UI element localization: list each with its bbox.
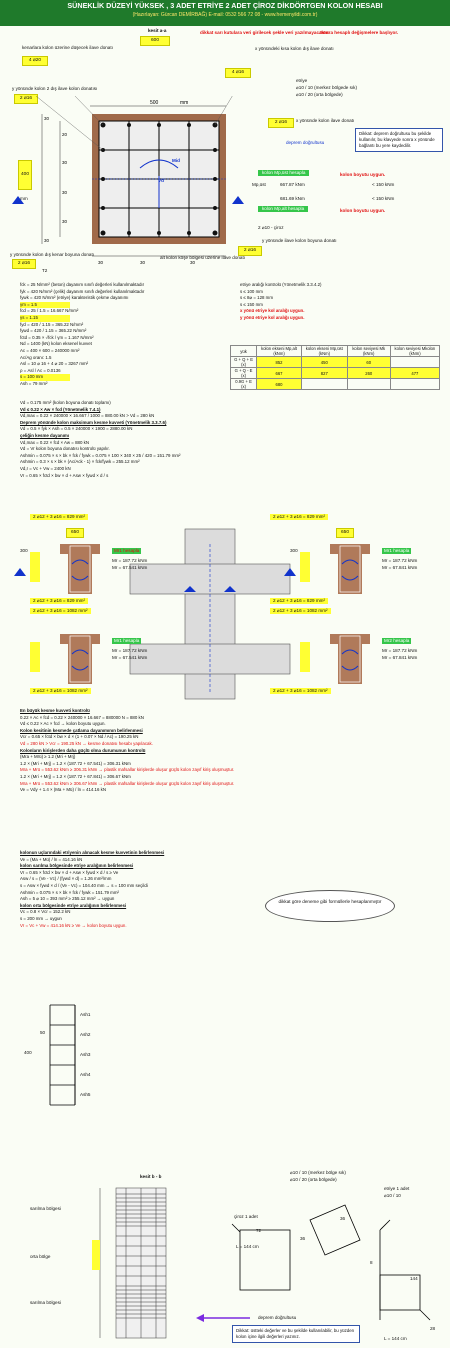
calc-line: kolonun uçlarındaki etriyenin alınacak kesme kuvvetinin belirlenmesi: [20, 850, 165, 855]
calc-line: Ve = Vdy + 1.4 × (Ma + Mü) / ln = 414.16 kN: [20, 787, 107, 793]
calc-line: Vr = Vc + Vw = 414.16 kN ≥ Ve → kolon boyutu uygun.: [20, 922, 127, 928]
calc-line: Ashmin = 0.075 × s × bk × fck / fywk = 0.075 × 100 × 340 × 25 / 420 = 151.79 mm²: [20, 452, 181, 458]
mp-value: 667.87 kNm: [280, 182, 305, 187]
mp-value-2: < 150 kNm: [372, 182, 395, 187]
param-line: Ac/Ag oranı: 1.5: [20, 354, 52, 360]
svg-text:mm: mm: [180, 100, 189, 106]
calc-line: çeliğin kesme dayanımı: [20, 432, 70, 438]
sec1-h-dim: 300: [20, 548, 28, 553]
bottom-note-box: Dikkat: üstteki değerler ve bu şekilde kullanılabilir, bu yüzden kolon içine ilgili değerleri yazınız.: [232, 1325, 360, 1343]
section-2-label[interactable]: 2 ⌀12 + 3 ⌀16 = 829 mm²: [270, 514, 328, 520]
calc-line: Vr = 0.65 × fctd × bw × d + Asw × fywd × d / s: [20, 472, 109, 478]
ash-h-dim: 400: [24, 1050, 32, 1055]
sec2-top-dim[interactable]: 650: [336, 528, 354, 538]
table-cell[interactable]: 852: [257, 357, 302, 368]
calc-line: 1.2 × (Mri + Mrj) = 1.2 × (187.72 + 67.541) = 306.31 kNm: [20, 760, 131, 766]
sec4-mr: Mr = 187.72 kNm: [382, 648, 418, 653]
param-line: fcd = 25 / 1.5 = 16.667 N/mm²: [20, 308, 79, 314]
table-cell: [301, 379, 347, 390]
svg-text:30: 30: [140, 260, 146, 265]
ilave-note: x yönünde kolon ilave donatı: [296, 118, 355, 123]
etriye-line-2: ⌀10 / 20 (orta bölgede): [296, 92, 343, 97]
table-row: [231, 357, 440, 368]
dim-a: 36: [300, 1236, 306, 1241]
svg-text:30: 30: [190, 260, 196, 265]
param-right-line: etriye aralığı kontrolü (Yönetmelik 3.3.4.2): [240, 282, 322, 287]
ash-label: Ash5: [80, 1092, 91, 1097]
svg-text:20: 20: [62, 132, 68, 137]
param-line[interactable]: s = 100 mm: [20, 374, 70, 381]
etriye-line-1: ⌀10 / 10 (merkez bölgede sık): [296, 85, 357, 90]
sec3-mr: Mr = 187.72 kNm: [112, 648, 148, 653]
calc-line: Vd,max = 0.22 × 240000 × 16.667 / 1000 = 880.00 kN > Vd = 280 kN: [20, 413, 155, 419]
right-bar-input[interactable]: 4 ⌀16: [225, 68, 251, 78]
note-cloud: dikkat göre deneme gibi formüllerle hesaplanmıştır: [265, 890, 395, 922]
svg-text:500: 500: [150, 100, 159, 106]
sec1-mr-button[interactable]: Mr1 hesapla: [114, 548, 140, 553]
table-header: kolon seviyesi Mk (kNm): [347, 346, 390, 357]
bottom-note: y yönünde kolon dış kenar boyuna donatı: [10, 252, 95, 257]
svg-text:30: 30: [62, 190, 68, 195]
table-header: kolon seviyesi Mkolon (kNm): [390, 346, 439, 357]
etriye-kol2-label: ⌀10 / 10: [384, 1193, 401, 1198]
calc-line: Vd ≤ 0.22 × Aw × fcd (Yönetmelik 7.4.1): [20, 406, 101, 412]
sec4-mr-button[interactable]: Mr2 hesapla: [384, 638, 410, 643]
column-elevation-drawing: [0, 1180, 450, 1348]
param-line: fctd = 0.35 × √fck / γm = 1.167 N/mm²: [20, 334, 94, 340]
mm-label-left: mm: [20, 196, 28, 201]
left-bar-input[interactable]: 4 ⌀20: [22, 56, 48, 66]
calc-line: Ashmin = 0.3 × s × bk × (Ac/Ack - 1) × fck/fywk = 255.12 mm²: [20, 459, 140, 465]
calc-line: Vd = 0.175 mm² (kolon boyuna donatı toplamı): [20, 400, 111, 405]
table-cell[interactable]: 680: [257, 379, 302, 390]
etriye-line-b2: ⌀10 / 20 (orta bölgede): [290, 1177, 337, 1182]
table-cell[interactable]: 260: [347, 368, 390, 379]
y-note: y yönünde ilave kolon boyuna donatı: [262, 238, 337, 243]
table-cell[interactable]: 827: [301, 368, 347, 379]
param-line: fyd = 420 / 1.15 = 365.22 N/mm²: [20, 321, 84, 327]
calc-line: Vd,r = Vc + Vw = 2400 kN: [20, 465, 71, 471]
calc-line: Kolon kesitinin kesmede çatlama dayanımının belirlenmesi: [20, 727, 143, 733]
svg-text:30: 30: [44, 238, 50, 243]
left-bar-note: kenarlara kolon üzerine düşecek ilave donatı: [22, 45, 113, 50]
dim-f: 8: [370, 1260, 373, 1265]
ash-s-dim: 50: [40, 1030, 46, 1035]
sec3-mr2: Mr = 67.541 kNm: [112, 655, 148, 660]
param-line: ρ = Asl / Ac = 0.0136: [20, 367, 61, 373]
param-right-line: s ≤ 8⌀ = 128 mm: [240, 295, 273, 301]
param-line: Ash = 79 mm²: [20, 380, 48, 386]
table-cell: 0.9G + E (x): [231, 379, 257, 390]
param-line: Ac = 400 × 600 = 240000 mm²: [20, 347, 80, 353]
param-right-line: s ≤ 150 mm: [240, 301, 263, 307]
ash-label: Ash4: [80, 1072, 91, 1077]
ash-label: Ash1: [80, 1012, 91, 1017]
ciroz-label: 2 ⌀10 - çiroz: [258, 225, 284, 230]
tx-label: T2: [42, 268, 48, 273]
kolon-ok-label: kolon boyutu uygun.: [340, 172, 386, 177]
calc-line: Kolonların kirişlerden daha güçlü olma durumunun kontrolü: [20, 747, 146, 753]
calc-line: Asw / s = (Ve - Vc) / (fywd × d) = 1.26 mm²/mm: [20, 876, 112, 882]
calc-line: Vd = Vr kolon boyuna donatısı kontrolü yapılır.: [20, 446, 110, 452]
param-right-line: s ≤ 100 mm: [240, 288, 263, 294]
calc-block-2: [20, 708, 440, 794]
ash-label: Ash3: [80, 1052, 91, 1057]
deprem-label-b: deprem doğrultusu: [258, 1315, 297, 1320]
calc-line: Vc = 0.8 × Vcr = 152.2 kN: [20, 909, 71, 915]
page-subtitle: (Hazırlayan: Gürcan DEMİRBAĞ) E-mail: 0532 566 72 08 - www.hemenyildi.com.tr): [132, 12, 318, 18]
mid-label: Mid: [172, 158, 180, 163]
calc-line: Deprem yönünde kolon maksimum kesme kuvveti (Yönetmelik 3.3.7.6): [20, 419, 167, 425]
dim-l2: L = 144 cm: [384, 1336, 407, 1341]
table-row: [231, 379, 440, 390]
kesit-bb-label: kesit b - b: [140, 1174, 162, 1179]
dim-c: 72: [256, 1228, 262, 1233]
calc-line: Vcr = 0.65 × fctd × bw × d × (1 + 0.07 × Nd / Ac) = 190.25 kN: [20, 734, 139, 740]
calc-line: Ash = 5 ⌀ 10 = 393 mm² ≥ 255.12 mm² → uygun: [20, 896, 115, 902]
section-3-label[interactable]: 2 ⌀12 + 3 ⌀16 = 1082 mm²: [30, 608, 91, 614]
svg-text:30: 30: [62, 219, 68, 224]
table-cell: G + Q + E (x): [231, 357, 257, 368]
param-line: fywk = 420 N/mm² (etriye) karakteristik çekme dayanımı: [20, 295, 129, 301]
level-label: kesit a-a: [148, 28, 167, 33]
calc-block-3: [20, 850, 260, 929]
table-cell: G + Q - E (x): [231, 368, 257, 379]
kolon-ok-label-2: kolon boyutu uygun.: [340, 208, 386, 213]
sec1-mr2: Mr = 67.541 kNm: [112, 565, 148, 570]
left-bar2-input[interactable]: 2 ⌀16: [14, 94, 38, 104]
param-right-line: y yönü etriye kol aralığı uygun.: [240, 314, 305, 320]
left-note: y yönünde kolon 2 dış ilave kolon donatısı: [12, 86, 98, 91]
section-4-bottom-label[interactable]: 2 ⌀12 + 3 ⌀16 = 1082 mm²: [270, 688, 331, 694]
calc-line: (Mra + Mrü) ≥ 1.2 (Mri + Mrj): [20, 754, 76, 760]
svg-text:30: 30: [44, 116, 50, 121]
param-line: Nd = 1400 (kN) kolon eksenel kuvvet: [20, 341, 92, 347]
sec1-top-dim[interactable]: 650: [66, 528, 84, 538]
param-line: fyk = 420 N/mm² (çelik) dayanım sınıfı değerleri kullanılmaktadır: [20, 288, 145, 294]
sec2-mr: Mr = 187.72 kNm: [382, 558, 418, 563]
ash-label: Ash2: [80, 1032, 91, 1037]
table-header: kolon ekseni Mp,alt (kNm): [257, 346, 302, 357]
param-line[interactable]: γm = 1.5: [20, 302, 70, 309]
dim-left-input[interactable]: 400: [18, 160, 32, 190]
sec4-mr2: Mr = 67.841 kNm: [382, 655, 418, 660]
sec1-mr: Mr = 187.72 kNm: [112, 558, 148, 563]
calc-line: 1.2 × (Mri + Mrj) = 1.2 × (187.72 + 67.841) = 306.67 kNm: [20, 773, 131, 779]
warning-red-text: Sonra hesaplı değişmelere başlıyor.: [320, 30, 399, 35]
param-line[interactable]: γs = 1.15: [20, 315, 70, 322]
deprem-yonu-label: deprem doğrultusu: [286, 140, 325, 145]
right-bar-note: x yönündeki kısa kolon dış ilave donatı: [255, 46, 334, 51]
calc-line: s = Asw × fywd × d / (Ve - Vc) = 104.40 mm → s = 100 mm seçildi: [20, 882, 148, 888]
dim-b: 36: [340, 1216, 346, 1221]
info-note: Dikkat: deprem doğrultusu bu şekilde kullanılır, bu klavyede sonra x yönünde bağlantı bu yere kaydedilir.: [355, 128, 443, 152]
calc-line: Vr = 0.65 × fctd × bw × d + Asw × fywd × d / s ≥ Ve: [20, 869, 119, 875]
svg-text:30: 30: [98, 260, 104, 265]
table-cell[interactable]: 477: [390, 368, 439, 379]
vd-label: Vd: [158, 178, 164, 183]
calc-line: 0.22 × Ac × fcd = 0.22 × 240000 × 16.667 = 880000 N = 880 kN: [20, 714, 144, 720]
sarilma-label-2: sarılma bölgesi: [30, 1300, 61, 1305]
kolon-mp-ust-button[interactable]: kolon Mp,üst hesapla: [258, 170, 309, 176]
orta-label: orta bölge: [30, 1254, 51, 1259]
table-cell[interactable]: 667: [257, 368, 302, 379]
table-header: yük: [231, 346, 257, 357]
calc-line: Vd ≤ 0.22 × Ac × fcd → kolon boyutu uygun.: [20, 721, 106, 727]
calc-line: En büyük kesme kuvveti kontrolü: [20, 708, 90, 713]
param-line: fywd = 420 / 1.15 = 365.22 N/mm²: [20, 328, 87, 334]
right-bar3-input[interactable]: 2 ⌀16: [268, 118, 294, 128]
table-cell[interactable]: 60: [347, 357, 390, 368]
calc-line: s = 200 mm → uygun: [20, 915, 62, 921]
warning-text: dikkat sarı kutulara veri girilecek şekle veri yazılmayacaktır.: [200, 30, 330, 35]
moment-table: [230, 345, 440, 390]
dim-top-input[interactable]: 600: [140, 36, 170, 46]
sec3-mr-button[interactable]: Mr1 hesapla: [114, 638, 140, 643]
md-value: 681.69 kNm: [280, 196, 305, 201]
param-line: fck = 25 N/mm² (beton) dayanım sınıfı değerleri kullanılmaktadır: [20, 282, 145, 287]
sec2-mr2: Mr = 67.841 kNm: [382, 565, 418, 570]
etriye-line-b1: ⌀10 / 10 (merkez bölge sık): [290, 1170, 346, 1175]
table-cell: [347, 379, 390, 390]
dim-d: 144: [410, 1276, 418, 1281]
table-header: kolon ekseni Mp,üst (kNm): [301, 346, 347, 357]
table-cell: [390, 357, 439, 368]
section-4-label[interactable]: 2 ⌀12 + 3 ⌀16 = 1082 mm²: [270, 608, 331, 614]
etriye-kol-label: etriye 1 adet: [384, 1186, 410, 1191]
param-right-line: x yönü etriye kol aralığı uygun.: [240, 308, 305, 314]
svg-text:30: 30: [62, 160, 68, 165]
dim-l: L = 144 cm: [236, 1244, 259, 1249]
table-cell[interactable]: 450: [301, 357, 347, 368]
calc-line: Vd = 280 kN > Vcr = 190.25 kN → kesme donatısı hesabı yapılacak.: [20, 740, 153, 746]
calc-line: Ve = (Ma + Mü) / ln = 414.16 kN: [20, 856, 83, 862]
calc-block-1: [20, 400, 440, 479]
kolon-mp-alt-button[interactable]: kolon Mp,alt hesapla: [258, 206, 308, 212]
sarilma-label: sarılma bölgesi: [30, 1206, 61, 1211]
md-value-2: < 150 kNm: [372, 196, 395, 201]
section-3-bottom-label[interactable]: 2 ⌀12 + 3 ⌀16 = 1082 mm²: [30, 688, 91, 694]
table-cell: [390, 379, 439, 390]
params-right: [240, 282, 440, 322]
mp-label: Mp,üst: [252, 182, 266, 187]
calc-line: Vd,max = 0.22 × fcd × Aw = 880 kN: [20, 439, 89, 445]
etriye-head: etriye: [296, 78, 308, 83]
sec2-mr-button[interactable]: Mr1 hesapla: [384, 548, 410, 553]
section-1-label[interactable]: 2 ⌀12 + 3 ⌀16 = 829 mm²: [30, 514, 88, 520]
params-left: [20, 282, 230, 388]
calc-line: kolon orta bölgesinde etriye aralığının belirlenmesi: [20, 902, 127, 908]
dim-e: 28: [430, 1326, 436, 1331]
y-bar-input[interactable]: 2 ⌀16: [238, 246, 262, 256]
calc-line: Vd = 0.5 × fyk × Ash = 0.5 × 240000 × 1900 = 2880.00 kN: [20, 426, 133, 432]
param-line: Asl = 10 ⌀ 16 + 4 ⌀ 20 = 3267 mm²: [20, 361, 89, 367]
ciroz-label-b: çiroz 1 adet: [234, 1214, 258, 1219]
calc-line: Ashmin = 0.075 × s × bk × fck / fywk = 151.79 mm²: [20, 889, 119, 895]
calc-line: Mra + Mrü = 553.62 kNm ≥ 306.31 kNm → plastik mafsallar kirişlerde oluşur güçlü kolon zayıf kiriş oluşmuştur.: [20, 767, 235, 773]
section-1-bottom-label[interactable]: 2 ⌀12 + 3 ⌀16 = 829 mm²: [30, 598, 88, 604]
bottom-bar-input[interactable]: 2 ⌀16: [12, 259, 36, 269]
page-title: SÜNEKLİK DÜZEYİ YÜKSEK , 3 ADET ETRİYE 2 ADET ÇİROZ DİKDÖRTGEN KOLON HESABI: [67, 1, 383, 10]
section-2-bottom-label[interactable]: 2 ⌀12 + 3 ⌀16 = 829 mm²: [270, 598, 328, 604]
sec2-h-dim: 300: [290, 548, 298, 553]
calc-line: Mra + Mrü = 553.62 kNm ≥ 306.67 kNm → plastik mafsallar kirişlerde oluşur güçlü kolon zayıf kiriş oluşmuştur.: [20, 780, 235, 786]
ash-drawing: [20, 1000, 130, 1110]
table-row: [231, 368, 440, 379]
calc-line: kolon sarılma bölgesinde etriye aralığının belirlenmesi: [20, 863, 134, 869]
title-banner: [0, 0, 450, 26]
bottom-note-2: alt kolon köşe bölgesi üzerine ilave donatı: [160, 255, 246, 260]
table-header-row: [231, 346, 440, 357]
